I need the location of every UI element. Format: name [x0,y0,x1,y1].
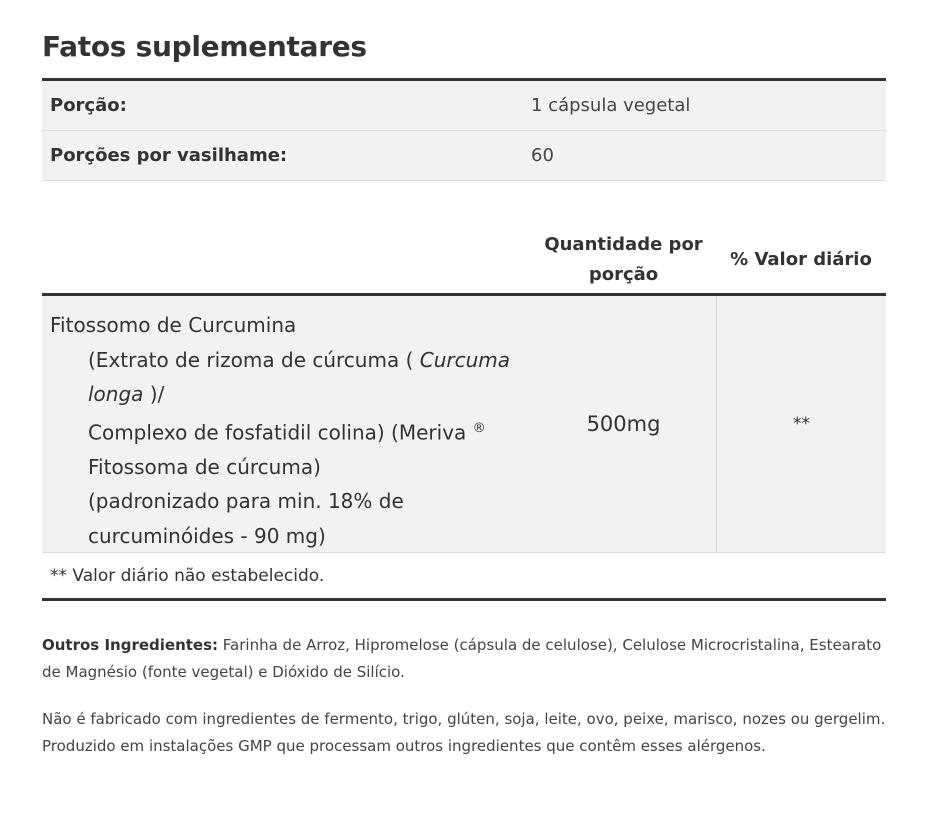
table-header [42,226,886,296]
page-title: Fatos suplementares [42,30,367,63]
servings-per-container-value: 60 [531,145,554,166]
ingredient-amount: 500mg [531,296,717,552]
servings-per-container-label: Porções por vasilhame: [50,145,288,166]
registered-mark: ® [472,420,486,436]
amount-per-serving-header [531,230,716,290]
latin-name: Curcuma longa [88,347,511,406]
daily-value-header: % Valor diário [730,249,872,270]
daily-value-footnote: ** Valor diário não estabelecido. [42,553,886,601]
amount-header-line2: porção [588,263,659,285]
serving-size-label: Porção: [50,95,127,116]
serving-size-value: 1 cápsula vegetal [531,95,691,116]
allergen-statement: Não é fabricado com ingredientes de fermento, trigo, glúten, soja, leite, ovo, peixe, marisco, nozes ou gergelim. Produzido em instalações GMP que processam outros ingredientes que contêm esses alérgenos. [42,710,886,755]
ingredient-description [42,296,531,552]
serving-info [42,78,886,181]
serving-size-row [42,81,886,131]
other-ingredients [42,632,886,686]
ingredient-detail-4: (padronizado para min. 18% de curcuminóides - 90 mg) [88,489,404,548]
amount-header-line1: Quantidade por [544,233,703,255]
ingredient-daily-value: ** [793,414,810,434]
supplement-facts-panel [42,0,886,760]
ingredient-name: Fitossomo de Curcumina [50,313,297,337]
ingredient-detail-2: Complexo de fosfatidil colina) (Meriva ® [88,420,486,445]
other-ingredients-text: Farinha de Arroz, Hipromelose (cápsula de celulose), Celulose Microcristalina, Estearato de Magnésio (fonte vegetal) e Dióxido de Silício. [42,636,882,681]
ingredient-detail-1: (Extrato de rizoma de cúrcuma ( Curcuma longa )/ [88,347,511,406]
servings-per-container-row [42,131,886,181]
ingredient-detail-3: Fitossoma de cúrcuma) [88,454,321,479]
table-row [42,296,886,553]
other-ingredients-label: Outros Ingredientes: [42,636,219,654]
